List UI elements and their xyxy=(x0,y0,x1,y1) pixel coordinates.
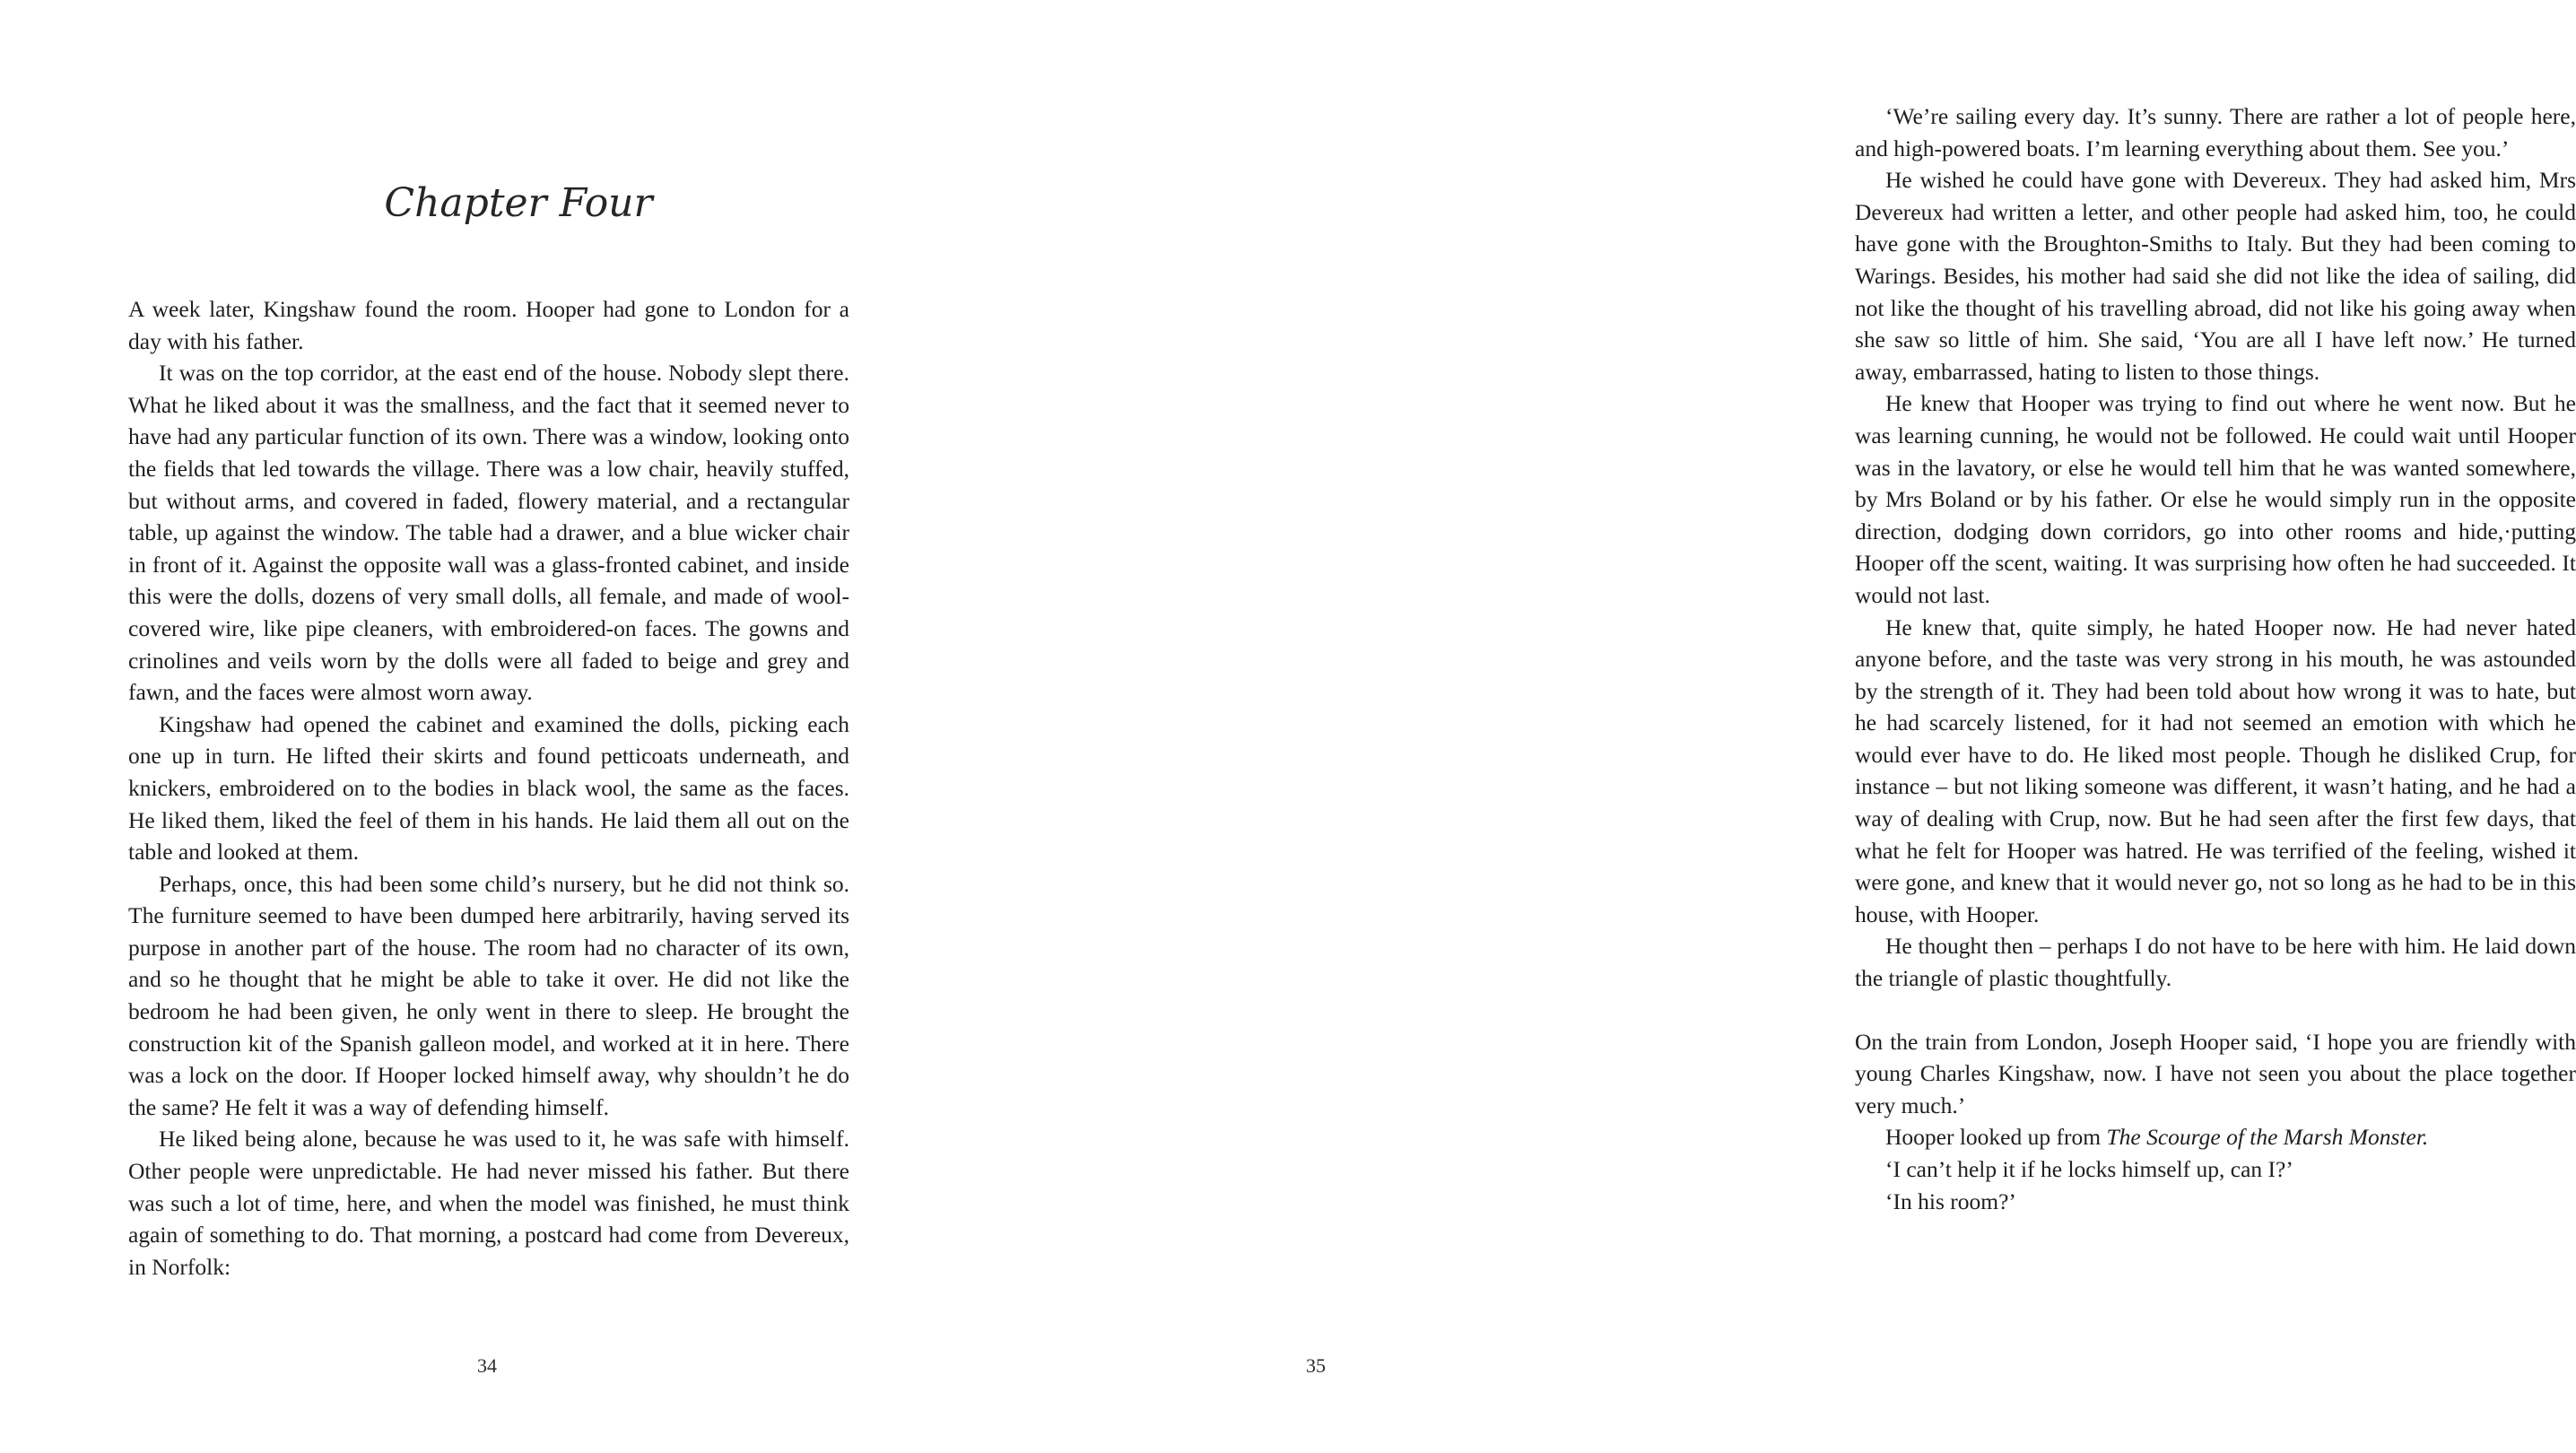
left-page xyxy=(0,0,897,1453)
paragraph: Perhaps, once, this had been some child’s nursery, but he did not think so. The furniture seemed to have been dumped here arbitrarily, having served its purpose in another part of the house. The room had no character of its own, and so he thought that he might be able to take it over. He did not like the bedroom he had been given, he only went in there to sleep. He brought the construction kit of the Spanish galleon model, and worked at it in here. There was a lock on the door. If Hooper locked himself away, why shouldn’t he do the same? He felt it was a way of defending himself. xyxy=(128,870,849,1120)
paragraph: A week later, Kingshaw found the room. Hooper had gone to London for a day with his father. xyxy=(128,296,849,354)
right-page xyxy=(897,0,2576,1453)
paragraph: He knew that Hooper was trying to find out where he went now. But he was learning cunning, he would not be followed. He could wait until Hooper was in the lavatory, or else he would tell him that he was wanted somewhere, by Mrs Boland or by his father. Or else he would simply run in the opposite direction, dodging down corridors, go into other rooms and hide,·putting Hooper off the scent, waiting. It was surprising how often he had succeeded. It would not last. xyxy=(1855,390,2576,608)
left-page-body xyxy=(128,293,849,1283)
dialogue-line xyxy=(1855,1121,2576,1153)
chapter-title: Chapter Four xyxy=(384,180,653,227)
page-number: 35 xyxy=(1306,1354,1326,1377)
right-page-body xyxy=(1855,100,2576,1217)
paragraph: ‘We’re sailing every day. It’s sunny. There are rather a lot of people here, and high-powered boats. I’m learning everything about them. See you.’ xyxy=(1855,103,2576,161)
dialogue-lines xyxy=(1855,1121,2576,1217)
paragraph: It was on the top corridor, at the east end of the house. Nobody slept there. What he liked about it was the smallness, and the fact that it seemed never to have had any particular function of its own. There was a window, looking onto the fields that led towards the village. There was a low chair, heavily stuffed, but without arms, and covered in faded, flowery material, and a rectangular table, up against the window. The table had a drawer, and a blue wicker chair in front of it. Against the opposite wall was a glass-fronted cabinet, and inside this were the dolls, dozens of very small dolls, all female, and made of wool-covered wire, like pipe cleaners, with embroidered-on faces. The gowns and crinolines and veils worn by the dolls were all faded to beige and grey and fawn, and the faces were almost worn away. xyxy=(128,360,849,706)
dialogue-line: ‘In his room?’ xyxy=(1885,1188,2016,1214)
page-number: 34 xyxy=(477,1354,497,1377)
book-title: The Scourge of the Marsh Monster. xyxy=(2106,1124,2429,1151)
paragraph: He knew that, quite simply, he hated Hooper now. He had never hated anyone before, and the taste was very strong in his mouth, he was astounded by the strength of it. They had been told about how wrong it was to hate, but he had scarcely listened, for it had not seemed an emotion with which he would ever have to do. He liked most people. Though he disliked Crup, for instance – but not liking someone was different, it wasn’t hating, and he had a way of dealing with Crup, now. But he had seen after the first few days, that what he felt for Hooper was hatred. He was terrified of the feeling, wished it were gone, and knew that it would never go, not so long as he had to be in this house, with Hooper. xyxy=(1855,613,2576,927)
paragraph: On the train from London, Joseph Hooper said, ‘I hope you are friendly with young Charles Kingshaw, now. I have not seen you about the place together very much.’ xyxy=(1855,1028,2576,1118)
paragraph: He wished he could have gone with Devereux. They had asked him, Mrs Devereux had written a letter, and other people had asked him, too, he could have gone with the Broughton-Smiths to Italy. But they had been coming to Warings. Besides, his mother had said she did not like the idea of sailing, did not like the thought of his travelling abroad, did not like his going away when she saw so little of him. She said, ‘You are all I have left now.’ He turned away, embarrassed, hating to listen to those things. xyxy=(1855,167,2576,385)
paragraph: Kingshaw had opened the cabinet and examined the dolls, picking each one up in turn. He lifted their skirts and found petticoats underneath, and knickers, embroidered on to the bodies in black wool, the same as the faces. He liked them, liked the feel of them in his hands. He laid them all out on the table and looked at them. xyxy=(128,710,849,866)
paragraph: He thought then – perhaps I do not have to be here with him. He laid down the triangle of plastic thoughtfully. xyxy=(1855,933,2576,992)
dialogue-line: ‘I can’t help it if he locks himself up, can I?’ xyxy=(1885,1156,2293,1182)
paragraph: He liked being alone, because he was used to it, he was safe with himself. Other people were unpredictable. He had never missed his father. But there was such a lot of time, here, and when the model was finished, he must think again of something to do. That morning, a postcard had come from Devereux, in Norfolk: xyxy=(128,1126,849,1280)
dialogue-text: Hooper looked up from xyxy=(1885,1124,2107,1151)
